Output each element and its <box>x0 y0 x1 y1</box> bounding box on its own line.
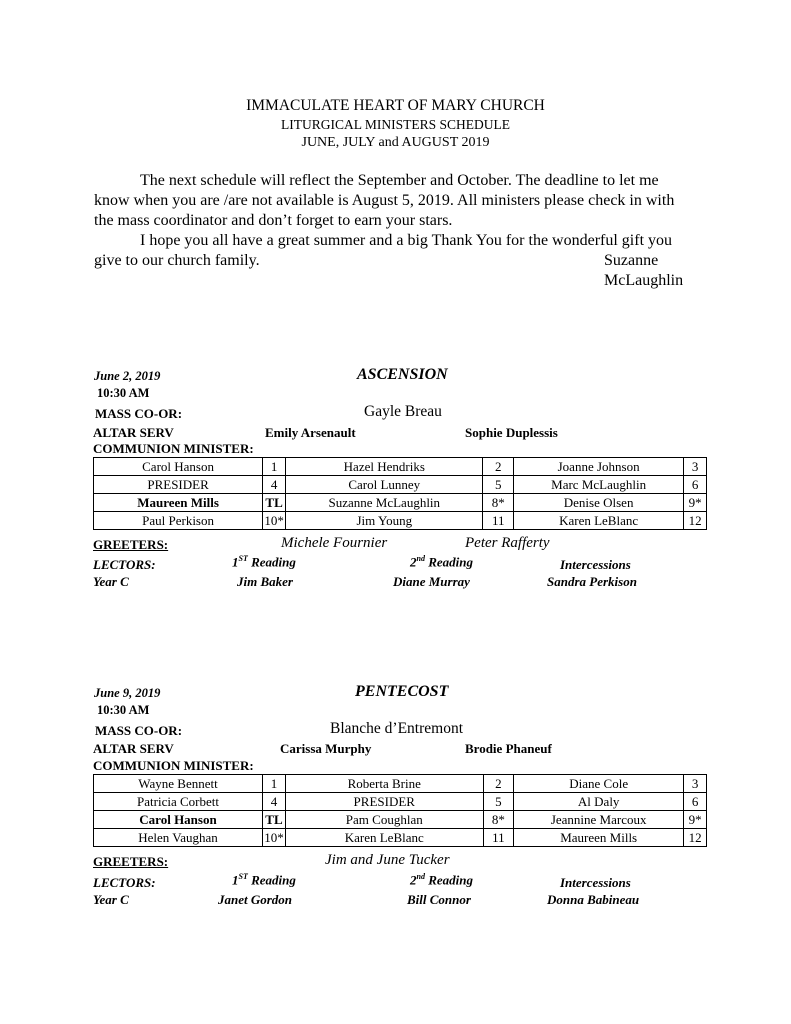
communion-row <box>94 494 707 512</box>
minister-name: Maureen Mills <box>514 829 684 847</box>
station-number: 4 <box>263 476 286 494</box>
station-number: 12 <box>684 829 707 847</box>
intro-paragraph-2-text: I hope you all have a great summer and a big Thank You for the wonderful gift you give to our church family. <box>94 232 673 269</box>
altar-server-2: Brodie Phaneuf <box>465 741 552 756</box>
station-number: 10* <box>264 830 284 845</box>
schedule-subtitle: LITURGICAL MINISTERS SCHEDULE <box>281 117 510 132</box>
station-number: 8* <box>483 494 514 512</box>
station-number: 6 <box>684 793 707 811</box>
year-label: Year C <box>93 574 129 589</box>
minister-name: Jeannine Marcoux <box>514 811 684 829</box>
second-reading-num: 2 <box>410 554 417 570</box>
schedule-period: JUNE, JULY and AUGUST 2019 <box>301 135 490 150</box>
minister-name: Patricia Corbett <box>94 793 263 811</box>
minister-name: PRESIDER <box>285 793 483 811</box>
first-reading-sup: ST <box>238 872 248 881</box>
first-reader: Jim Baker <box>237 574 293 589</box>
greeter-2: Peter Rafferty <box>465 535 550 551</box>
service-date: June 9, 2019 <box>94 686 161 700</box>
communion-table <box>93 457 707 530</box>
second-reading-heading <box>410 554 473 570</box>
station-number: 9* <box>684 811 707 829</box>
minister-name: Carol Hanson <box>94 458 263 476</box>
mass-coordinator: Gayle Breau <box>364 403 442 420</box>
year-label: Year C <box>93 892 129 907</box>
feast-name: ASCENSION <box>357 366 448 383</box>
communion-row <box>94 512 707 530</box>
communion-row <box>94 476 707 494</box>
minister-name: Joanne Johnson <box>514 458 684 476</box>
first-reading-heading <box>232 554 296 570</box>
second-reading-word: Reading <box>428 872 473 888</box>
communion-row <box>94 775 707 793</box>
second-reading-sup: nd <box>416 872 425 881</box>
altar-server-2: Sophie Duplessis <box>465 425 558 440</box>
lectors-label: LECTORS: <box>93 557 156 572</box>
minister-name: Helen Vaughan <box>94 829 263 847</box>
second-reading-heading <box>410 872 473 888</box>
second-reader: Bill Connor <box>407 892 471 907</box>
intro-paragraph-1 <box>94 171 694 231</box>
intro-paragraph-2 <box>94 231 694 289</box>
communion-row <box>94 458 707 476</box>
first-reading-heading <box>232 872 296 888</box>
intro-text <box>94 171 694 289</box>
station-number: 11 <box>483 829 514 847</box>
station-number: 1 <box>262 775 285 793</box>
second-reading-num: 2 <box>410 872 417 888</box>
station-number: 2 <box>483 458 514 476</box>
minister-name: Jim Young <box>286 512 483 530</box>
station-number: 3 <box>684 775 707 793</box>
station-number: 5 <box>483 793 514 811</box>
minister-name: Karen LeBlanc <box>514 512 684 530</box>
intercessions-heading: Intercessions <box>560 557 631 572</box>
altar-server-1: Carissa Murphy <box>280 741 372 756</box>
communion-label: COMMUNION MINISTER: <box>93 441 254 456</box>
second-reading-sup: nd <box>416 554 425 563</box>
minister-name: PRESIDER <box>94 476 263 494</box>
minister-name: Diane Cole <box>514 775 684 793</box>
lectors-label: LECTORS: <box>93 875 156 890</box>
station-number: 3 <box>684 458 707 476</box>
communion-label: COMMUNION MINISTER: <box>93 758 254 773</box>
minister-name: Marc McLaughlin <box>514 476 684 494</box>
greeters-label: GREETERS: <box>93 537 169 552</box>
church-title: IMMACULATE HEART OF MARY CHURCH <box>246 97 545 114</box>
altar-serv-label: ALTAR SERV <box>93 425 174 440</box>
second-reading-word: Reading <box>428 554 473 570</box>
greeter-1: Michele Fournier <box>281 535 388 551</box>
station-number: 1 <box>263 458 286 476</box>
communion-table <box>93 774 707 847</box>
station-number: 4 <box>262 793 285 811</box>
station-number: TL <box>262 811 285 829</box>
first-reading-word: Reading <box>251 872 296 888</box>
first-reading-sup: ST <box>238 554 248 563</box>
minister-name: Suzanne McLaughlin <box>286 494 483 512</box>
station-number: 9* <box>684 494 707 512</box>
station-number: 10* <box>264 513 284 528</box>
greeters-label: GREETERS: <box>93 854 169 869</box>
minister-name: Pam Coughlan <box>285 811 483 829</box>
first-reading-num: 1 <box>232 872 239 888</box>
communion-row <box>94 793 707 811</box>
intro-paragraph-1-text: The next schedule will reflect the September and October. The deadline to let me know when you are /are not available is August 5, 2019. All ministers please check in with the mass coordinator and don’t forget to earn your stars. <box>94 172 675 229</box>
first-reading-num: 1 <box>232 554 239 570</box>
station-number: 2 <box>483 775 514 793</box>
service-time: 10:30 AM <box>97 386 150 400</box>
minister-name: Maureen Mills <box>94 494 263 512</box>
first-reader: Janet Gordon <box>218 892 293 907</box>
service-date: June 2, 2019 <box>94 369 161 383</box>
minister-name: Al Daly <box>514 793 684 811</box>
minister-name: Carol Hanson <box>94 811 263 829</box>
minister-name: Wayne Bennett <box>94 775 263 793</box>
intercessions-reader: Donna Babineau <box>547 892 640 907</box>
minister-name: Paul Perkison <box>94 512 263 530</box>
mass-coor-label: MASS CO-OR: <box>95 406 183 421</box>
signature: Suzanne McLaughlin <box>604 252 684 289</box>
greeter-1: Jim and June Tucker <box>325 852 450 868</box>
first-reading-word: Reading <box>251 554 296 570</box>
minister-name: Hazel Hendriks <box>286 458 483 476</box>
station-number: 8* <box>483 811 514 829</box>
second-reader: Diane Murray <box>393 574 470 589</box>
intercessions-heading: Intercessions <box>560 875 631 890</box>
altar-serv-label: ALTAR SERV <box>93 741 174 756</box>
feast-name: PENTECOST <box>355 683 449 700</box>
mass-coordinator: Blanche d’Entremont <box>330 720 463 737</box>
minister-name: Karen LeBlanc <box>285 829 483 847</box>
altar-server-1: Emily Arsenault <box>265 425 356 440</box>
station-number: 11 <box>483 512 514 530</box>
intercessions-reader: Sandra Perkison <box>547 574 637 589</box>
minister-name: Denise Olsen <box>514 494 684 512</box>
service-time: 10:30 AM <box>97 703 150 717</box>
minister-name: Carol Lunney <box>286 476 483 494</box>
communion-row <box>94 811 707 829</box>
station-number: 6 <box>684 476 707 494</box>
station-number: 5 <box>483 476 514 494</box>
communion-row <box>94 829 707 847</box>
mass-coor-label: MASS CO-OR: <box>95 723 183 738</box>
station-number: 12 <box>684 512 707 530</box>
station-number: TL <box>263 494 286 512</box>
minister-name: Roberta Brine <box>285 775 483 793</box>
